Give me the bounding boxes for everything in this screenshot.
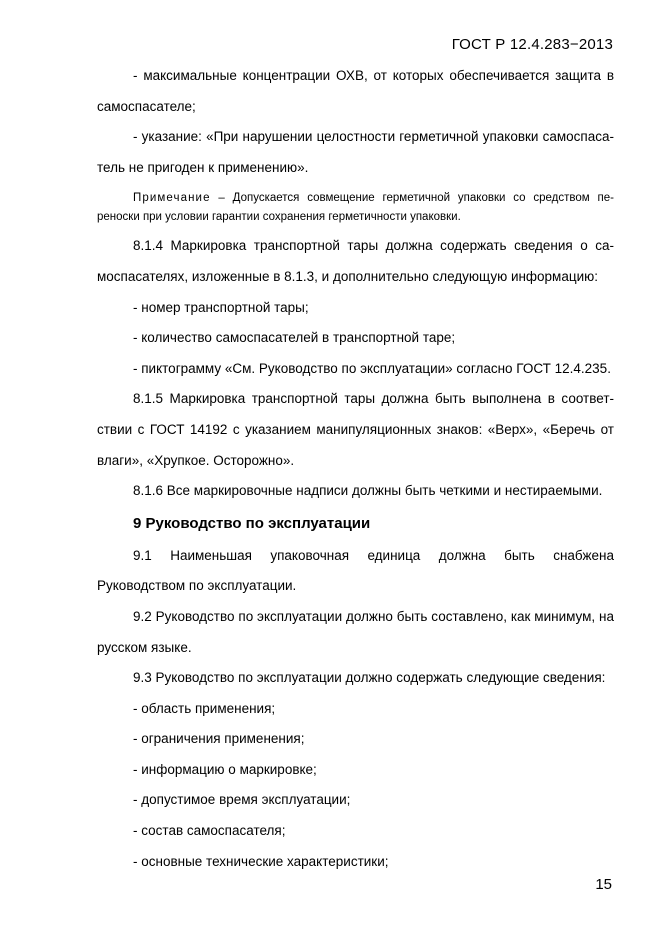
list-item-operating-time: - допустимое время эксплуатации; [133,792,351,808]
clause-8-1-5: 8.1.5 Маркировка транспортной тары должна быть выполнена в соответ-ствии с ГОСТ 14192 с указанием манипуляционных знаков: «Верх», «Беречь от влаги», «Хрупкое. Осторожно». [97,391,614,468]
list-item-warning-label: - указание: «При нарушении целостности герметичной упаковки самоспаса-тель не пригоден к применению». [97,129,614,175]
list-item-scope: - область применения; [133,700,276,716]
list-item-max-concentrations: - максимальные концентрации ОХВ, от которых обеспечивается защита в самоспасателе; [97,68,614,114]
list-item-quantity: - количество самоспасателей в транспортной таре; [133,330,456,346]
clause-9-2: 9.2 Руководство по эксплуатации должно быть составлено, как минимум, на русском языке. [97,608,614,655]
list-item-marking-info: - информацию о маркировке; [133,761,317,777]
page-body [97,61,614,877]
list-item-composition: - состав самоспасателя; [133,823,286,839]
clause-9-3: 9.3 Руководство по эксплуатации должно содержать следующие сведения: [133,670,606,686]
note-text: – Допускается совмещение герметичной упаковки со средством пе-реноски при условии гарантии сохранения герметичности упаковки. [97,192,614,224]
section-heading-9: 9 Руководство по эксплуатации [133,514,371,532]
clause-8-1-6: 8.1.6 Все маркировочные надписи должны быть четкими и нестираемыми. [133,483,603,499]
note [97,189,614,227]
clause-8-1-4: 8.1.4 Маркировка транспортной тары должна содержать сведения о са-моспасателях, изложенные в 8.1.3, и дополнительно следующую информацию: [97,238,614,284]
note-label: Примечание [133,192,211,205]
list-item-pictogram: - пиктограмму «См. Руководство по эксплуатации» согласно ГОСТ 12.4.235. [133,360,611,376]
list-item-specifications: - основные технические характеристики; [133,853,389,869]
document-header: ГОСТ Р 12.4.283−2013 [451,36,613,53]
list-item-container-number: - номер транспортной тары; [133,299,309,315]
page-number: 15 [595,876,612,893]
list-item-limitations: - ограничения применения; [133,731,305,747]
clause-9-1: 9.1 Наименьшая упаковочная единица должна быть снабжена Руководством по эксплуатации. [97,547,614,594]
